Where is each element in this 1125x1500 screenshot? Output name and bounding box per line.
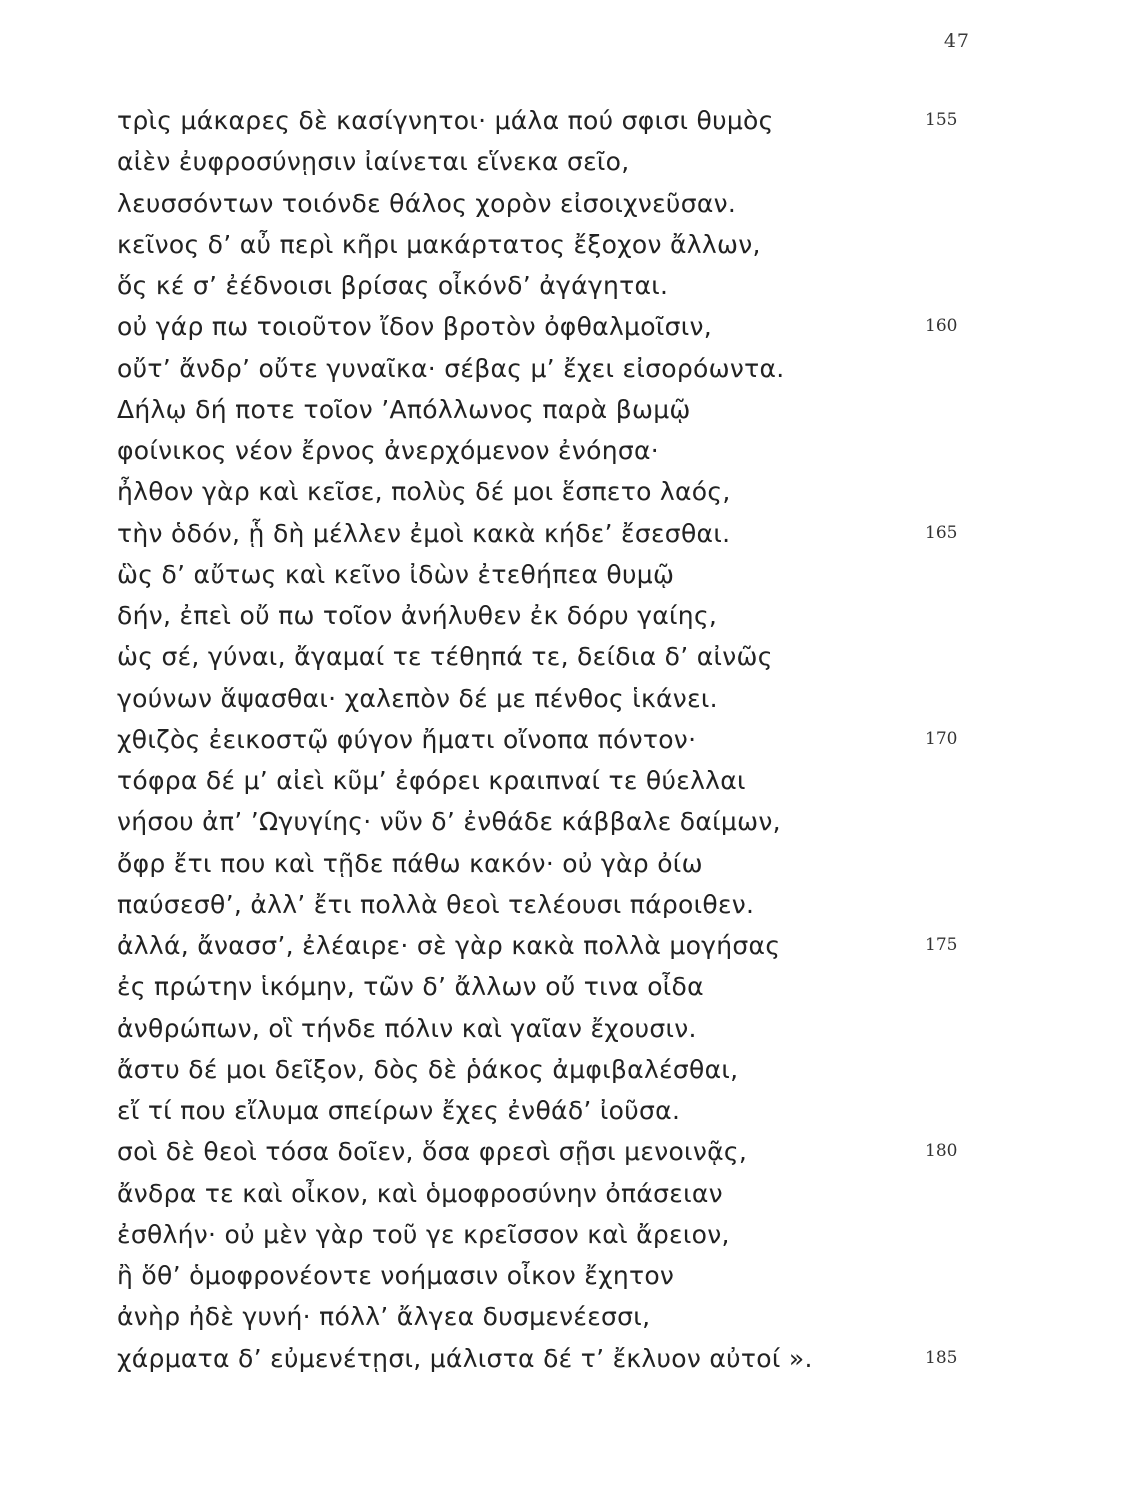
verse-text: χθιζὸς ἐεικοστῷ φύγον ἤματι οἴνοπα πόντον· [117,724,697,754]
verse-line [0,306,1125,347]
verse-text: ἀλλά, ἄνασσ’, ἐλέαιρε· σὲ γὰρ κακὰ πολλὰ μογήσας [117,931,781,960]
verse-line [0,471,1125,512]
verse-line [0,760,1125,801]
verse-text: τὴν ὁδόν, ᾗ δὴ μέλλεν ἐμοὶ κακὰ κήδε’ ἔσεσθαι. [117,518,731,548]
verse-line [0,430,1125,471]
verse-text: φοίνικος νέον ἔρνος ἀνερχόμενον ἐνόησα· [117,436,660,465]
verse-line [0,1173,1125,1214]
verse-line [0,265,1125,306]
verse-line [0,719,1125,760]
verse-text: εἴ τί που εἴλυμα σπείρων ἔχες ἐνθάδ’ ἰοῦσα. [117,1096,681,1125]
verse-text: ὅς κέ σ’ ἐέδνοισι βρίσας οἶκόνδ’ ἀγάγηται. [117,271,669,300]
verse-line [0,100,1125,141]
verse-text: ἄστυ δέ μοι δεῖξον, δὸς δὲ ῥάκος ἀμφιβαλέσθαι, [117,1054,739,1084]
verse-line [0,1255,1125,1296]
verse-text: γούνων ἅψασθαι· χαλεπὸν δέ με πένθος ἱκάνει. [117,683,718,713]
verse-text: σοὶ δὲ θεοὶ τόσα δοῖεν, ὅσα φρεσὶ σῇσι μενοινᾷς, [117,1137,748,1167]
verse-line [0,925,1125,966]
verse-text: ἦλθον γὰρ καὶ κεῖσε, πολὺς δέ μοι ἕσπετο λαός, [117,477,731,507]
line-number: 155 [925,110,958,130]
verse-text: ὡς σέ, γύναι, ἄγαμαί τε τέθηπά τε, δείδια δ’ αἰνῶς [117,642,773,672]
line-number: 160 [925,316,958,337]
verse-text: χάρματα δ’ εὐμενέτῃσι, μάλιστα δέ τ’ ἔκλυον αὐτοί ». [117,1343,813,1373]
verse-text: Δήλῳ δή ποτε τοῖον ’Απόλλωνος παρὰ βωμῷ [117,394,691,424]
verse-text: τρὶς μάκαρες δὲ κασίγνητοι· μάλα πού σφισι θυμὸς [117,106,774,135]
verse-text: αἰὲν ἐυφροσύνῃσιν ἰαίνεται εἵνεκα σεῖο, [117,147,630,177]
verse-line [0,224,1125,265]
verse-text: δήν, ἐπεὶ οὔ πω τοῖον ἀνήλυθεν ἐκ δόρυ γαίης, [117,601,718,630]
verse-text: ἢ ὅθ’ ὁμοφρονέοντε νοήμασιν οἶκον ἔχητον [117,1261,675,1290]
verse-text: οὐ γάρ πω τοιοῦτον ἴδον βροτὸν ὀφθαλμοῖσιν, [117,312,713,342]
verse-line [0,389,1125,430]
verse-text: ἐς πρώτην ἱκόμην, τῶν δ’ ἄλλων οὔ τινα οἶδα [117,972,704,1002]
verse-text: νήσου ἀπ’ ’Ωγυγίης· νῦν δ’ ἐνθάδε κάββαλε δαίμων, [117,807,781,837]
verse-line [0,1296,1125,1337]
verse-text: ὣς δ’ αὔτως καὶ κεῖνο ἰδὼν ἐτεθήπεα θυμῷ [117,559,675,589]
verse-text: κεῖνος δ’ αὖ περὶ κῆρι μακάρτατος ἔξοχον ἄλλων, [117,229,761,259]
verse-line [0,513,1125,554]
verse-line [0,1214,1125,1255]
line-number: 185 [925,1347,958,1368]
verse-block [0,100,1125,1379]
verse-text: ὄφρ ἔτι που καὶ τῇδε πάθω κακόν· οὐ γὰρ ὀίω [117,848,703,878]
verse-text: οὔτ’ ἄνδρ’ οὔτε γυναῖκα· σέβας μ’ ἔχει εἰσορόωντα. [117,353,785,383]
line-number: 165 [925,522,958,543]
verse-text: τόφρα δέ μ’ αἰεὶ κῦμ’ ἐφόρει κραιπναί τε θύελλαι [117,766,746,795]
verse-line [0,348,1125,389]
verse-text: ἀνὴρ ἠδὲ γυνή· πόλλ’ ἄλγεα δυσμενέεσσι, [117,1302,651,1332]
verse-line [0,1131,1125,1172]
verse-line [0,183,1125,224]
verse-line [0,636,1125,677]
verse-line [0,884,1125,925]
verse-text: ἐσθλήν· οὐ μὲν γὰρ τοῦ γε κρεῖσσον καὶ ἄρειον, [117,1219,730,1249]
verse-line [0,1008,1125,1049]
verse-line [0,595,1125,636]
verse-line [0,554,1125,595]
verse-line [0,1090,1125,1131]
verse-line [0,966,1125,1007]
verse-line [0,141,1125,182]
verse-line [0,1338,1125,1379]
verse-text: ἄνδρα τε καὶ οἶκον, καὶ ὁμοφροσύνην ὀπάσειαν [117,1178,723,1208]
line-number: 180 [925,1141,958,1162]
verse-text: παύσεσθ’, ἀλλ’ ἔτι πολλὰ θεοὶ τελέουσι πάροιθεν. [117,889,755,919]
verse-line [0,1049,1125,1090]
line-number: 175 [925,935,958,955]
verse-line [0,678,1125,719]
page-number: 47 [943,30,970,52]
line-number: 170 [925,728,958,749]
verse-line [0,843,1125,884]
verse-text: ἀνθρώπων, οἳ τήνδε πόλιν καὶ γαῖαν ἔχουσιν. [117,1013,697,1043]
verse-text: λευσσόντων τοιόνδε θάλος χορὸν εἰσοιχνεῦσαν. [117,188,737,218]
verse-line [0,801,1125,842]
